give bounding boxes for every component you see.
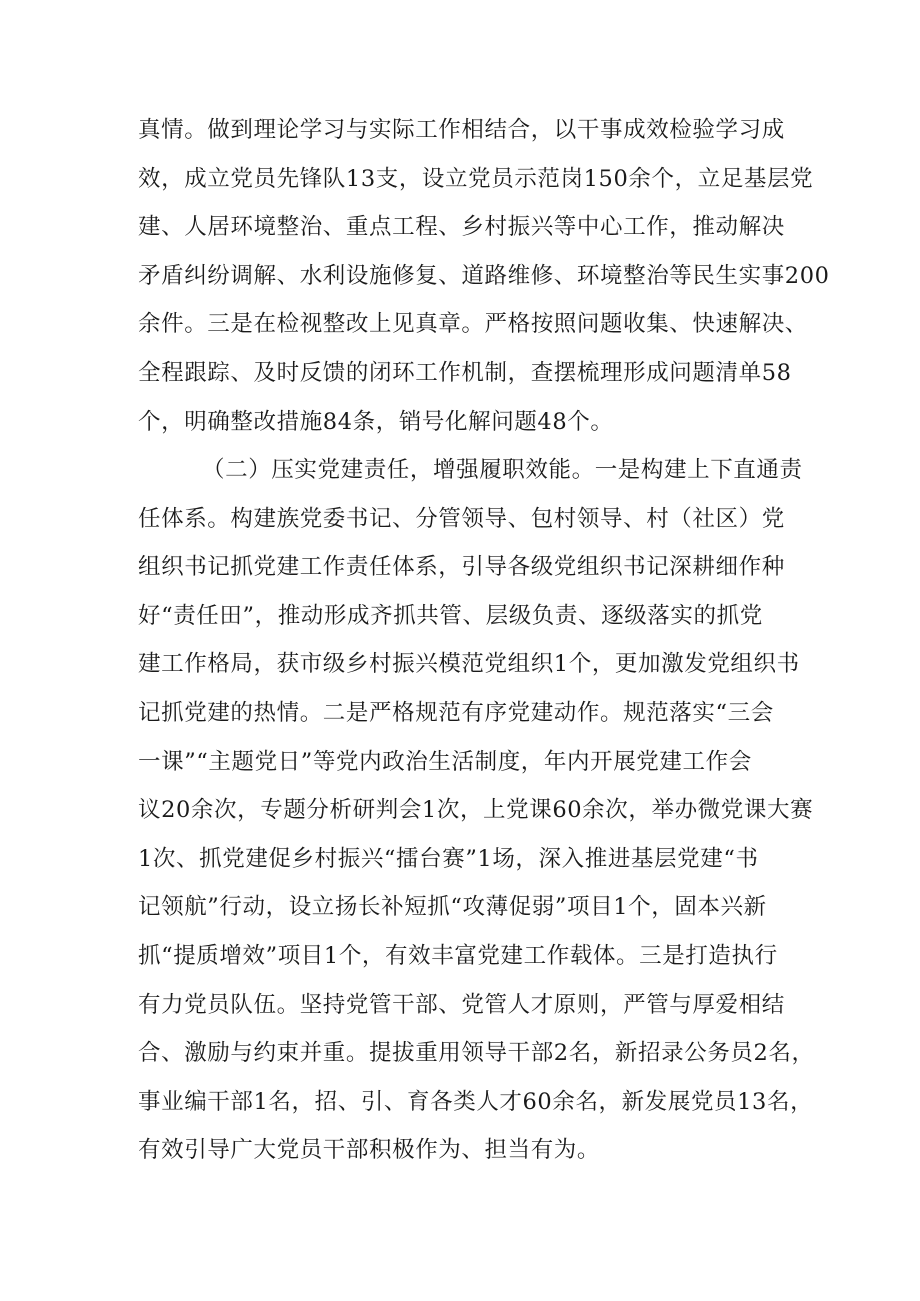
paragraph-line: 组织书记抓党建工作责任体系，引导各级党组织书记深耕细作种 xyxy=(138,554,785,581)
paragraph-2 xyxy=(138,446,815,1175)
paragraph-line: 有力党员队伍。坚持党管干部、党管人才原则，严管与厚爱相结 xyxy=(138,991,785,1018)
paragraph-line: 矛盾纠纷调解、水利设施修复、道路维修、环境整治等民生实事200 xyxy=(138,262,830,289)
paragraph-line: 议20余次，专题分析研判会1次，上党课60余次，举办微党课大赛 xyxy=(138,797,814,824)
paragraph-first-line: （二）压实党建责任，增强履职效能。一是构建上下直通责 xyxy=(202,457,803,483)
paragraph-line: 记抓党建的热情。二是严格规范有序党建动作。规范落实“三会 xyxy=(138,699,774,726)
paragraph-line: 任体系。构建族党委书记、分管领导、包村领导、村（社区）党 xyxy=(138,505,785,532)
paragraph-1 xyxy=(138,106,830,446)
paragraph-line: 效，成立党员先锋队13支，设立党员示范岗150余个，立足基层党 xyxy=(138,165,814,192)
paragraph-line: 好“责任田”，推动形成齐抓共管、层级负责、逐级落实的抓党 xyxy=(138,602,763,629)
paragraph-line: 事业编干部1名，招、引、育各类人才60余名，新发展党员13名， xyxy=(138,1088,814,1115)
paragraph-line: 真情。做到理论学习与实际工作相结合，以干事成效检验学习成 xyxy=(138,117,785,143)
paragraph-line: 全程跟踪、及时反馈的闭环工作机制，查摆梳理形成问题清单58 xyxy=(138,359,792,386)
paragraph-line: 一课”“主题党日”等党内政治生活制度，年内开展党建工作会 xyxy=(138,748,752,775)
paragraph-line: 记领航”行动，设立扬长补短抓“攻薄促弱”项目1个，固本兴新 xyxy=(138,894,767,921)
paragraph-line: 建、人居环境整治、重点工程、乡村振兴等中心工作，推动解决 xyxy=(138,214,785,241)
paragraph-line: 余件。三是在检视整改上见真章。严格按照问题收集、快速解决、 xyxy=(138,311,808,338)
paragraph-line: 有效引导广大党员干部积极作为、担当有为。 xyxy=(138,1137,601,1164)
paragraph-line: 建工作格局，获市级乡村振兴模范党组织1个，更加激发党组织书 xyxy=(138,651,800,678)
paragraph-line: 个，明确整改措施84条，销号化解问题48个。 xyxy=(138,408,614,435)
paragraph-line: 合、激励与约束并重。提拔重用领导干部2名，新招录公务员2名， xyxy=(138,1040,815,1067)
paragraph-line: 抓“提质增效”项目1个，有效丰富党建工作载体。三是打造执行 xyxy=(138,942,778,969)
paragraph-line: 1次、抓党建促乡村振兴“擂台赛”1场，深入推进基层党建“书 xyxy=(138,845,759,872)
